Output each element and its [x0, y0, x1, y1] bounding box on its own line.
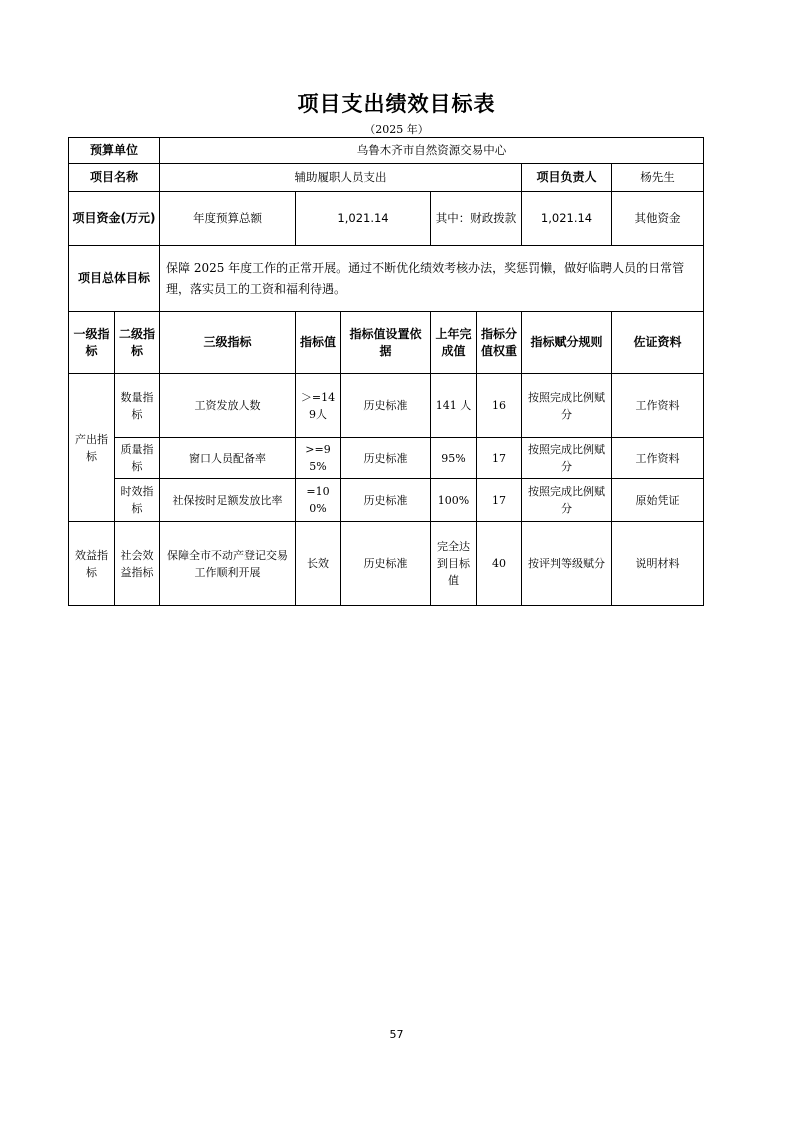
goal-row — [69, 246, 704, 312]
annual-budget-value: 1,021.14 — [296, 192, 431, 246]
level1-cell: 效益指标 — [69, 522, 115, 606]
last-year-cell: 95% — [431, 438, 477, 479]
table-row — [69, 479, 704, 522]
weight-cell: 17 — [477, 479, 522, 522]
fiscal-value: 1,021.14 — [522, 192, 612, 246]
level3-cell: 保障全市不动产登记交易工作顺利开展 — [160, 522, 296, 606]
basis-cell: 历史标准 — [341, 479, 431, 522]
column-header: 三级指标 — [160, 312, 296, 374]
other-label: 其他资金 — [612, 192, 704, 246]
column-header: 指标赋分规则 — [522, 312, 612, 374]
level3-cell: 社保按时足额发放比率 — [160, 479, 296, 522]
column-header-row — [69, 312, 704, 374]
column-header: 二级指标 — [115, 312, 160, 374]
funds-row — [69, 192, 704, 246]
value-cell: ＞=149人 — [296, 374, 341, 438]
rule-cell: 按照完成比例赋分 — [522, 374, 612, 438]
basis-cell: 历史标准 — [341, 374, 431, 438]
rule-cell: 按评判等级赋分 — [522, 522, 612, 606]
performance-table — [68, 137, 704, 606]
basis-cell: 历史标准 — [341, 438, 431, 479]
basis-cell: 历史标准 — [341, 522, 431, 606]
evidence-cell: 说明材料 — [612, 522, 704, 606]
table-row — [69, 522, 704, 606]
annual-budget-label: 年度预算总额 — [160, 192, 296, 246]
level3-cell: 工资发放人数 — [160, 374, 296, 438]
goal-text: 保障 2025 年度工作的正常开展。通过不断优化绩效考核办法，奖惩罚懒，做好临聘人员的日常管理，落实员工的工资和福利待遇。 — [160, 246, 704, 312]
value-cell: =100% — [296, 479, 341, 522]
value-cell: 长效 — [296, 522, 341, 606]
column-header: 上年完成值 — [431, 312, 477, 374]
level1-cell: 产出指标 — [69, 374, 115, 522]
unit-value: 乌鲁木齐市自然资源交易中心 — [160, 138, 704, 164]
level2-cell: 质量指标 — [115, 438, 160, 479]
fiscal-label: 其中：财政拨款 — [431, 192, 522, 246]
project-name-label: 项目名称 — [69, 164, 160, 192]
project-name-row — [69, 164, 704, 192]
evidence-cell: 工作资料 — [612, 374, 704, 438]
evidence-cell: 原始凭证 — [612, 479, 704, 522]
weight-cell: 16 — [477, 374, 522, 438]
manager-label: 项目负责人 — [522, 164, 612, 192]
project-name-value: 辅助履职人员支出 — [160, 164, 522, 192]
last-year-cell: 100% — [431, 479, 477, 522]
column-header: 佐证资料 — [612, 312, 704, 374]
weight-cell: 40 — [477, 522, 522, 606]
year-note: （2025 年） — [364, 123, 429, 136]
page-number: 57 — [389, 1028, 404, 1041]
manager-value: 杨先生 — [612, 164, 704, 192]
page-title: 项目支出绩效目标表 — [297, 92, 496, 116]
unit-label: 预算单位 — [69, 138, 160, 164]
value-cell: >=95% — [296, 438, 341, 479]
rule-cell: 按照完成比例赋分 — [522, 479, 612, 522]
table-row — [69, 374, 704, 438]
goal-label: 项目总体目标 — [69, 246, 160, 312]
weight-cell: 17 — [477, 438, 522, 479]
level3-cell: 窗口人员配备率 — [160, 438, 296, 479]
evidence-cell: 工作资料 — [612, 438, 704, 479]
column-header: 指标值 — [296, 312, 341, 374]
table-row — [69, 438, 704, 479]
funds-label: 项目资金(万元) — [69, 192, 160, 246]
column-header: 指标分值权重 — [477, 312, 522, 374]
column-header: 一级指标 — [69, 312, 115, 374]
rule-cell: 按照完成比例赋分 — [522, 438, 612, 479]
column-header: 指标值设置依据 — [341, 312, 431, 374]
last-year-cell: 完全达到目标值 — [431, 522, 477, 606]
level2-cell: 时效指标 — [115, 479, 160, 522]
level2-cell: 数量指标 — [115, 374, 160, 438]
level2-cell: 社会效益指标 — [115, 522, 160, 606]
unit-row — [69, 138, 704, 164]
last-year-cell: 141 人 — [431, 374, 477, 438]
